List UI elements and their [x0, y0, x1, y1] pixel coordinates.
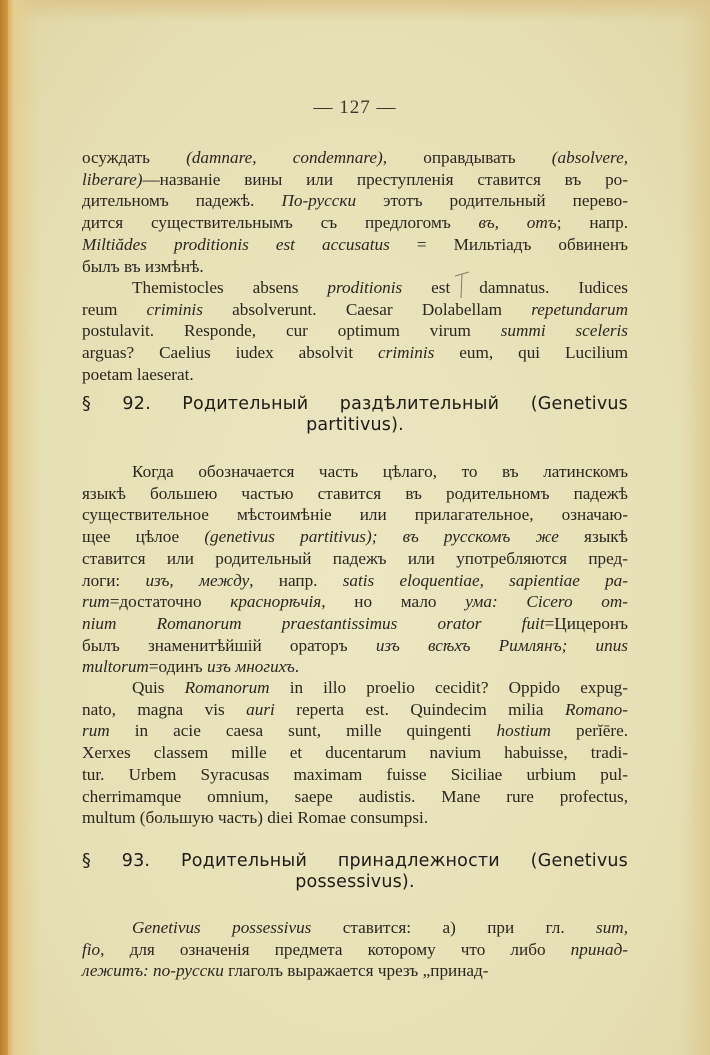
italic-term: Genetivus possessivus — [132, 918, 312, 937]
italic-term: (genetivus partitivus); въ русскомъ же — [204, 527, 559, 547]
italic-term: repetundarum — [531, 299, 628, 319]
italic-term: auri — [246, 699, 275, 719]
italic-term: въ, отъ — [478, 213, 557, 233]
italic-term: proditionis — [327, 278, 403, 297]
paragraph-latin-examples-1 — [82, 277, 628, 386]
text-line: rum in acie caesa sunt, mille quingenti hostium perĭēre. — [82, 721, 629, 741]
section-93-heading — [82, 851, 628, 893]
paragraph-latin-examples-2 — [82, 677, 628, 829]
text-line: существительное мѣстоимѣніе или прилагательное, означаю- — [82, 505, 628, 525]
italic-term: лежитъ: по-русски — [82, 961, 224, 981]
italic-term: Romano- — [564, 699, 628, 719]
italic-term: multorum — [82, 657, 149, 677]
section-93-subtitle: possessivus). — [295, 872, 415, 892]
italic-term: hostium — [496, 721, 551, 741]
text-line: nium Romanorum praestantissimus orator fuit=Цицеронъ — [82, 613, 628, 633]
text-line: Miltiădes proditionis est accusatus = Мильтіадъ обвиненъ — [82, 234, 628, 254]
book-binding-edge — [0, 0, 8, 1055]
italic-term: Miltiădes proditionis est accusatus — [82, 234, 390, 254]
italic-term: (absolvere, — [551, 148, 628, 167]
text-line: reum criminis absolverunt. Caesar Dolabellam repetundarum — [82, 299, 628, 319]
text-line: дительномъ падежѣ. По-русски этотъ родительный перево- — [82, 191, 628, 211]
page-number: — 127 — — [313, 97, 397, 118]
text-line: liberare)—названіе вины или преступленія ставится въ ро- — [82, 169, 628, 189]
italic-term: rum — [82, 721, 110, 741]
italic-term: принад- — [570, 939, 628, 959]
italic-term: (damnare, condemnare) — [186, 148, 383, 167]
text-line: fio, для означенія предмета которому что либо принад- — [82, 939, 628, 959]
italic-term: изъ многихъ — [206, 657, 295, 677]
italic-term: nium Romanorum praestantissimus orator fuit — [82, 613, 545, 633]
text-line: Quis Romanorum in illo proelio cecidit? Oppido expug- — [132, 678, 628, 697]
text-line: multum (большую часть) diei Romae consumpsi. — [82, 808, 429, 828]
text-line: multorum=одинъ изъ многихъ. — [82, 657, 300, 677]
pencil-annotation-mark — [453, 270, 471, 300]
section-92-heading — [82, 394, 628, 436]
paragraph-possessive-explanation — [82, 917, 628, 982]
italic-term: fio — [82, 939, 101, 959]
italic-term: criminis — [146, 299, 203, 319]
italic-term: краснорѣчія — [230, 592, 322, 612]
text-line: arguas? Caelius iudex absolvit criminis eum, qui Lucilium — [82, 343, 628, 363]
text-line: логи: изъ, между, напр. satis eloquentiae, sapientiae pa- — [82, 570, 628, 590]
text-line: postulavit. Responde, cur optimum virum summi sceleris — [82, 321, 628, 341]
text-line: cherrimamque omnium, saepe audistis. Mane rure profectus, — [82, 786, 628, 806]
text-line: nato, magna vis auri reperta est. Quindecim milia Romano- — [82, 699, 628, 719]
italic-term: rum — [82, 592, 110, 612]
text-line: дится существительнымъ съ предлогомъ въ, отъ; напр. — [82, 213, 629, 233]
text-line: rum=достаточно краснорѣчія, но мало ума: Cicero om- — [82, 592, 628, 612]
paragraph-accusation-verbs — [82, 147, 628, 277]
italic-term: ума: Cicero om- — [465, 592, 628, 612]
text-line: былъ знаменитѣйшій ораторъ изъ всѣхъ Римлянъ; unus — [82, 635, 628, 655]
italic-term: sum, — [596, 918, 629, 937]
italic-term: liberare) — [82, 169, 143, 189]
italic-term: изъ, между — [145, 570, 250, 590]
section-92-subtitle: partitivus). — [306, 415, 404, 435]
italic-term: summi sceleris — [500, 321, 628, 341]
italic-term: Romanorum — [184, 678, 270, 697]
italic-term: изъ всѣхъ Римлянъ; unus — [375, 635, 628, 655]
text-line: языкѣ большею частью ставится въ родительномъ падежѣ — [82, 483, 628, 503]
text-line: tur. Urbem Syracusas maximam fuisse Siciliae urbium pul- — [82, 764, 628, 784]
text-line: осуждать (damnare, condemnare), оправдывать (absolvere, — [82, 148, 628, 167]
section-92-title: § 92. Родительный раздѣлительный (Genetivus — [82, 394, 628, 414]
text-line: ставится или родительный падежъ или употребляются пред- — [82, 548, 628, 568]
text-line: Когда обозначается часть цѣлаго, то въ латинскомъ — [132, 462, 628, 481]
text-line: Genetivus possessivus ставится: а) при гл. sum, — [132, 918, 629, 937]
paragraph-partitive-explanation — [82, 461, 628, 678]
text-line: poetam laeserat. — [82, 364, 194, 384]
text-line: щее цѣлое (genetivus partitivus); въ русскомъ же языкѣ — [82, 527, 628, 547]
italic-term: criminis — [378, 343, 435, 363]
text-line: лежитъ: по-русски глаголъ выражается чрезъ „принад- — [82, 961, 489, 981]
text-line: Themistocles absens proditionis est damnatus. Iudices — [132, 278, 628, 297]
italic-term: По-русски — [281, 191, 357, 211]
italic-term: satis eloquentiae, sapientiae pa- — [342, 570, 628, 590]
text-line: Xerxes classem mille et ducentarum navium habuisse, tradi- — [82, 743, 628, 763]
section-93-title: § 93. Родительный принадлежности (Genetivus — [82, 851, 628, 871]
text-line: былъ въ измѣнѣ. — [82, 256, 204, 276]
